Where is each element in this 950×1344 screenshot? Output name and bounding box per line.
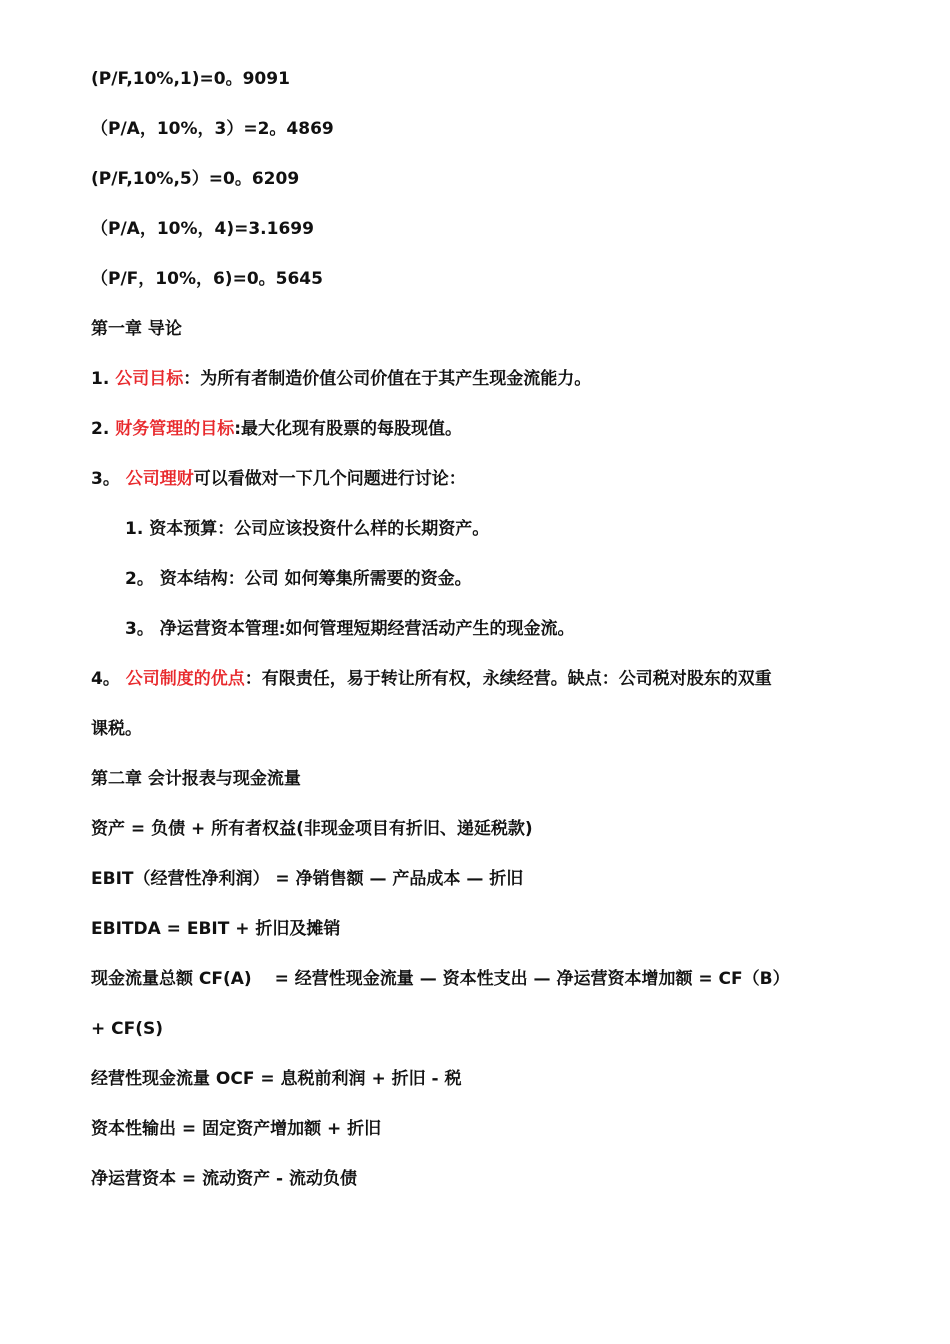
equation-ebitda: EBITDA = EBIT + 折旧及摊销 <box>91 919 341 939</box>
highlight-term: 公司制度的优点 <box>125 669 245 689</box>
chapter1-subitem-1: 1. 资本预算：公司应该投资什么样的长期资产。 <box>125 519 490 539</box>
chapter1-subitem-2: 2。 资本结构：公司 如何筹集所需要的资金。 <box>125 569 472 589</box>
equation-capital-spending: 资本性输出 = 固定资产增加额 + 折旧 <box>91 1119 382 1139</box>
chapter1-subitem-3: 3。 净运营资本管理:如何管理短期经营活动产生的现金流。 <box>125 619 575 639</box>
item-text: :最大化现有股票的每股现值。 <box>234 419 463 439</box>
formula-pa-3: （P/A，10%，3）=2。4869 <box>91 119 334 139</box>
formula-pf-1: (P/F,10%,1)=0。9091 <box>91 69 290 89</box>
item-number: 3。 <box>91 469 126 489</box>
formula-pf-6: （P/F，10%，6)=0。5645 <box>91 269 323 289</box>
equation-ocf: 经营性现金流量 OCF = 息税前利润 + 折旧 - 税 <box>91 1069 462 1089</box>
equation-assets: 资产 = 负债 + 所有者权益(非现金项目有折旧、递延税款) <box>91 819 533 839</box>
highlight-term: 财务管理的目标 <box>115 419 235 439</box>
equation-net-working-capital: 净运营资本 = 流动资产 - 流动负债 <box>91 1169 357 1189</box>
item-text: ：有限责任，易于转让所有权，永续经营。缺点：公司税对股东的双重 <box>244 669 772 689</box>
formula-pf-5: (P/F,10%,5）=0。6209 <box>91 169 300 189</box>
chapter1-item-4-continued: 课税。 <box>91 719 142 739</box>
item-text: 可以看做对一下几个问题进行讨论： <box>193 469 466 489</box>
item-text: ：为所有者制造价值公司价值在于其产生现金流能力。 <box>183 369 592 389</box>
highlight-term: 公司理财 <box>125 469 194 489</box>
equation-cash-flow-total: 现金流量总额 CF(A) = 经营性现金流量 — 资本性支出 — 净运营资本增加额 = CF（B） <box>91 969 790 989</box>
item-number: 4。 <box>91 669 126 689</box>
item-number: 2. <box>91 419 116 439</box>
chapter1-item-3 <box>91 467 466 491</box>
chapter1-item-1 <box>91 367 591 391</box>
equation-ebit: EBIT（经营性净利润） = 净销售额 — 产品成本 — 折旧 <box>91 869 524 889</box>
item-number: 1. <box>91 369 116 389</box>
formula-pa-4: （P/A，10%，4)=3.1699 <box>91 219 314 239</box>
chapter1-item-2 <box>91 417 462 441</box>
chapter1-title: 第一章 导论 <box>91 319 182 339</box>
equation-cash-flow-continued: + CF(S) <box>91 1019 164 1039</box>
chapter2-title: 第二章 会计报表与现金流量 <box>91 769 301 789</box>
chapter1-item-4 <box>91 667 772 691</box>
highlight-term: 公司目标 <box>115 369 184 389</box>
